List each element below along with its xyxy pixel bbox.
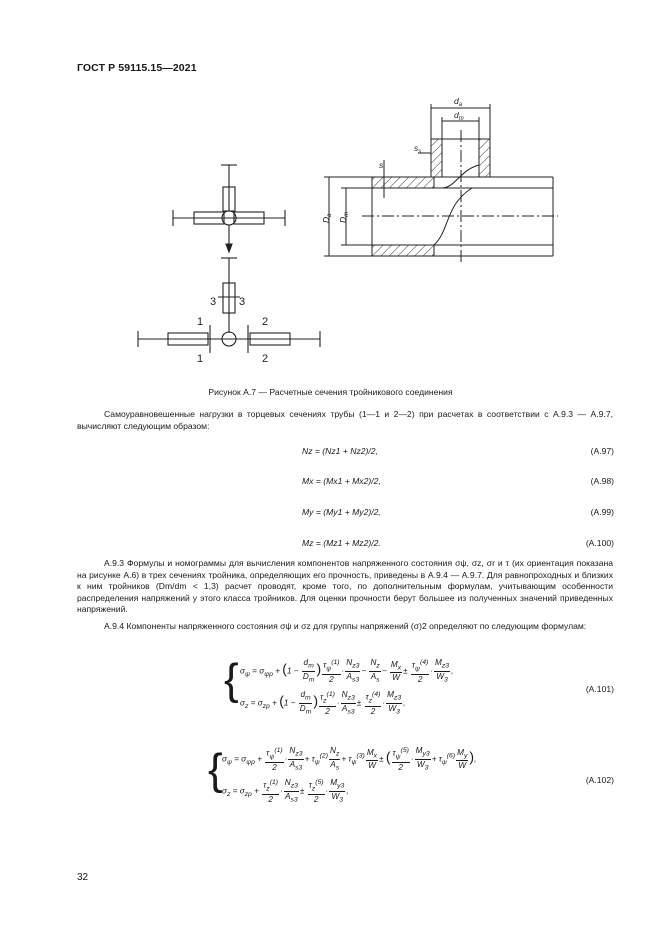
equation-number-a102: (А.102): [585, 775, 614, 785]
equation-number-a99: (А.99): [590, 507, 614, 517]
equation-a97: Nz = (Nz1 + Nz2)/2,: [302, 446, 378, 456]
label-dm: $d_m$: [454, 110, 464, 122]
paragraph-a93: А.9.3 Формулы и номограммы для вычисления компонентов напряженного состояния σψ, σz, σr и τ (их ориентация показана на рисунке А.6) в трех сечениях тройника, определяющих его прочность, приведены в А.9.4 — А.9.7. Для равнопроходных и близких к ним тройников (Dm/dm < 1,3) расчет проводят, кроме того, по дополнительным формулам, учитывающим особенности распределения напряжений у этого класса тройников. Для оценки прочности берут большее из полученных значений приведенных напряжений.: [77, 558, 613, 615]
label-s: s: [379, 160, 384, 170]
equation-number-a98: (А.98): [590, 476, 614, 486]
page-number: 32: [77, 872, 89, 883]
section-label-3-right: 3: [239, 296, 246, 308]
label-Da: $D_a$: [321, 213, 333, 223]
equation-number-a100: (А.100): [585, 538, 614, 548]
section-label-2-bottom: 2: [262, 353, 269, 365]
paragraph-loads: Самоуравновешенные нагрузки в торцевых сечениях трубы (1—1 и 2—2) при расчетах в соответствии с А.9.3 — А.9.7, вычисляют следующим образом:: [77, 409, 613, 431]
equation-a100: Mz = (Mz1 + Mz2)/2.: [302, 538, 381, 548]
label-da: $d_a$: [454, 96, 463, 108]
section-label-1-bottom: 1: [197, 353, 204, 365]
equation-a98: Mx = (Mx1 + Mx2)/2,: [302, 476, 381, 486]
equation-number-a97: (А.97): [590, 446, 614, 456]
paragraph-a94: А.9.4 Компоненты напряженного состояния σψ и σz для группы напряжений (σ)2 определяют по следующим формулам:: [104, 621, 587, 631]
label-Dm: $D_m$: [338, 211, 350, 223]
document-header: ГОСТ Р 59115.15—2021: [77, 62, 197, 74]
section-label-1-top: 1: [197, 316, 204, 328]
section-label-2-top: 2: [262, 316, 269, 328]
label-ss: $s_s$: [414, 143, 422, 155]
figure-tee-sections: [0, 0, 661, 400]
figure-caption: Рисунок А.7 — Расчетные сечения тройникового соединения: [208, 387, 453, 397]
equation-a99: My = (My1 + My2)/2,: [302, 507, 381, 517]
equation-number-a101: (А.101): [585, 684, 614, 694]
section-label-3-left: 3: [210, 296, 217, 308]
